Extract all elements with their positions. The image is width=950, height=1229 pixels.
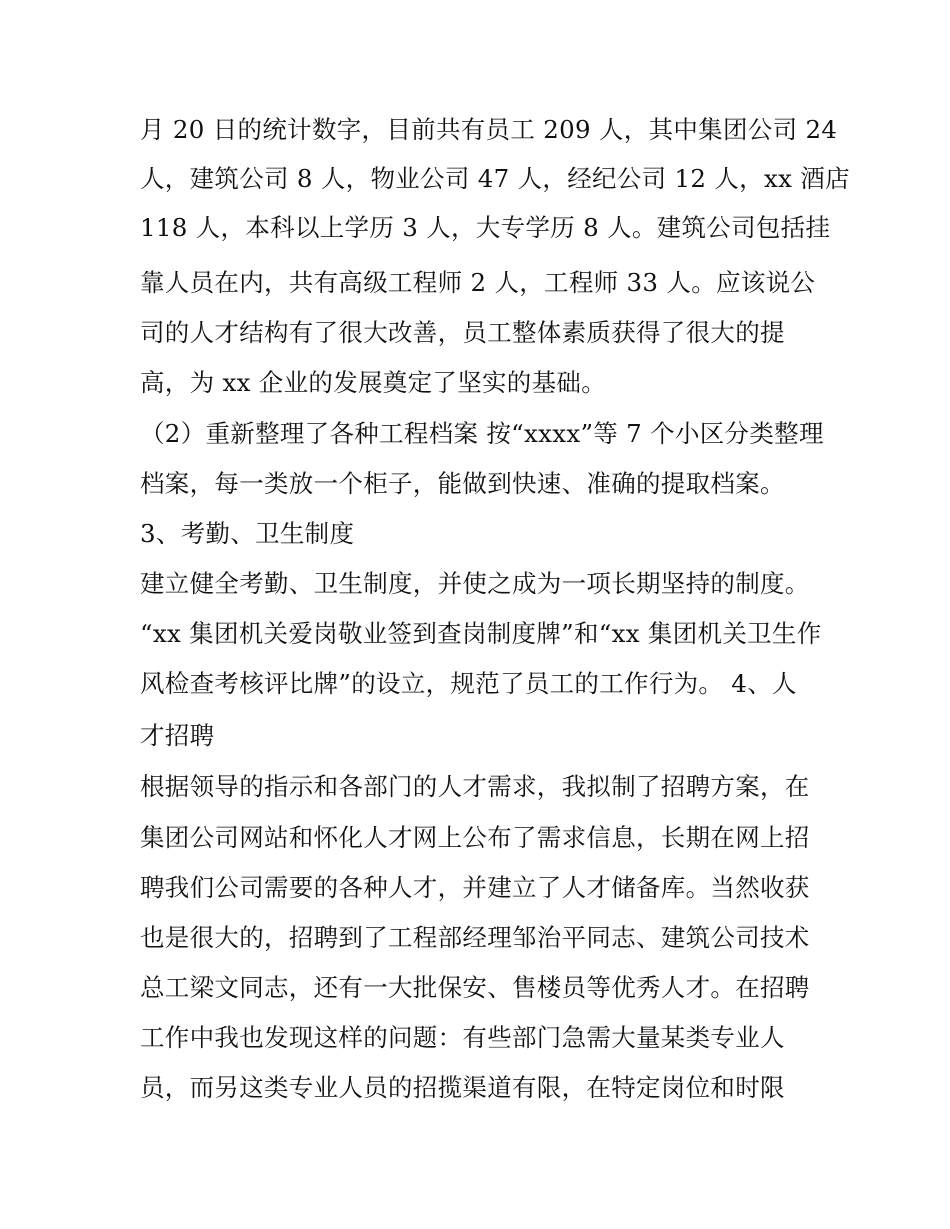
text-line: 集团公司网站和怀化人才网上公布了需求信息，长期在网上招 [140,823,810,852]
text-line: 建立健全考勤、卫生制度，并使之成为一项长期坚持的制度。 [140,569,810,598]
text-line: 也是很大的，招聘到了工程部经理邹治平同志、建筑公司技术 [140,923,810,952]
text-line: 高，为 xx 企业的发展奠定了坚实的基础。 [140,368,607,397]
text-line: （2）重新整理了各种工程档案 按“xxxx”等 7 个小区分类整理 [140,419,824,448]
text-line: 员，而另这类专业人员的招揽渠道有限，在特定岗位和时限 [140,1073,785,1102]
text-line: 司的人才结构有了很大改善，员工整体素质获得了很大的提 [140,318,785,347]
text-line: 档案，每一类放一个柜子，能做到快速、准确的提取档案。 [140,469,785,498]
text-line: 根据领导的指示和各部门的人才需求，我拟制了招聘方案，在 [140,772,810,801]
text-line: 月 20 日的统计数字，目前共有员工 209 人，其中集团公司 24 [140,115,838,144]
text-line: 118 人，本科以上学历 3 人，大专学历 8 人。建筑公司包括挂 [140,213,831,242]
text-line: “xx 集团机关爱岗敬业签到查岗制度牌”和“xx 集团机关卫生作 [140,619,822,648]
text-line: 才招聘 [140,721,215,750]
text-line: 靠人员在内，共有高级工程师 2 人，工程师 33 人。应该说公 [140,268,816,297]
text-line: 工作中我也发现这样的问题：有些部门急需大量某类专业人 [140,1023,785,1052]
text-line: 聘我们公司需要的各种人才，并建立了人才储备库。当然收获 [140,873,810,902]
section-heading: 3、考勤、卫生制度 [140,519,355,548]
text-line: 风检查考核评比牌”的设立，规范了员工的工作行为。 4、人 [140,669,797,698]
text-line: 总工梁文同志，还有一大批保安、售楼员等优秀人才。在招聘 [140,973,810,1002]
text-line: 人，建筑公司 8 人，物业公司 47 人，经纪公司 12 人，xx 酒店 [140,164,850,193]
